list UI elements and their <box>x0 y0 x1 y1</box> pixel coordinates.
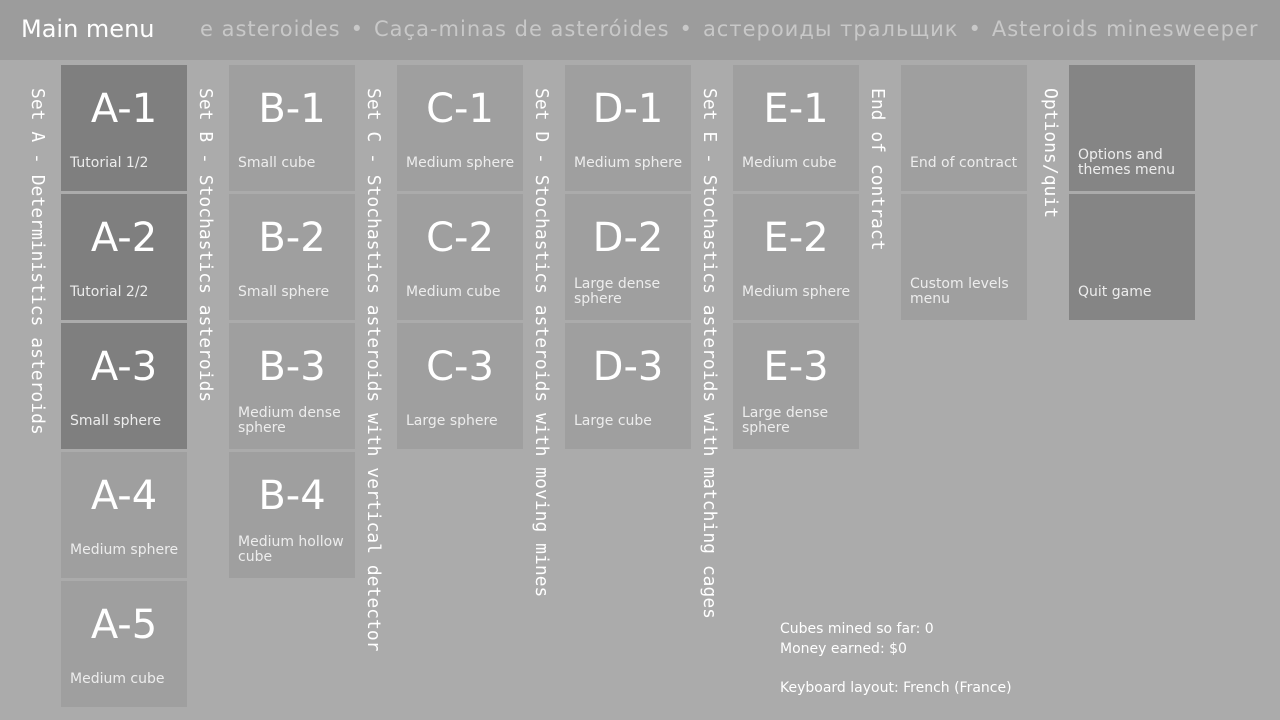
level-subtitle: Medium hollow cube <box>238 534 344 565</box>
level-subtitle: Medium sphere <box>70 541 179 558</box>
set-c-label: Set C - Stochastics asteroids with vertical detector <box>363 88 384 652</box>
level-a-3-button[interactable] <box>61 323 187 449</box>
level-subtitle: Medium cube <box>70 670 165 687</box>
level-subtitle: Small sphere <box>238 283 330 300</box>
level-d-3-button[interactable] <box>565 323 691 449</box>
menu-item-label: Options and themes menu <box>1078 147 1175 178</box>
set-b-label: Set B - Stochastics asteroids <box>195 88 216 403</box>
level-subtitle: Medium dense sphere <box>238 405 341 436</box>
end-of-contract-button[interactable] <box>901 65 1027 191</box>
level-d-1-button[interactable] <box>565 65 691 191</box>
level-subtitle: Medium sphere <box>742 283 851 300</box>
level-subtitle: Medium sphere <box>574 154 683 171</box>
money-earned-text: Money earned: $0 <box>780 641 907 657</box>
bullet-icon: • <box>679 17 693 41</box>
page-title: Main menu <box>21 15 155 43</box>
marquee-text-russian: астероиды тральщик <box>702 17 959 41</box>
level-subtitle: Large cube <box>574 412 652 429</box>
level-code: A-4 <box>90 473 158 519</box>
level-subtitle: Medium cube <box>742 154 837 171</box>
cubes-mined-text: Cubes mined so far: 0 <box>780 621 934 637</box>
keyboard-layout-text: Keyboard layout: French (France) <box>780 680 1012 696</box>
level-code: C-2 <box>426 215 494 261</box>
level-code: C-1 <box>426 86 494 132</box>
level-code: A-3 <box>90 344 158 390</box>
level-b-4-button[interactable] <box>229 452 355 578</box>
top-bar <box>0 0 1280 60</box>
level-code: D-3 <box>592 344 664 390</box>
level-subtitle: Tutorial 1/2 <box>70 154 149 171</box>
options-quit-label: Options/quit <box>1040 88 1061 219</box>
set-e-label: Set E - Stochastics asteroids with matching cages <box>699 88 720 620</box>
title-marquee <box>200 17 1258 41</box>
level-e-1-button[interactable] <box>733 65 859 191</box>
set-d-label: Set D - Stochastics asteroids with moving mines <box>531 88 552 598</box>
bullet-icon: • <box>350 17 364 41</box>
level-subtitle: Large dense sphere <box>742 405 829 436</box>
level-a-5-button[interactable] <box>61 581 187 707</box>
stats-panel <box>780 619 1012 698</box>
marquee-text-english: Asteroids minesweeper <box>991 17 1259 41</box>
level-b-2-button[interactable] <box>229 194 355 320</box>
level-code: E-1 <box>763 86 829 132</box>
options-themes-button[interactable] <box>1069 65 1195 191</box>
level-e-3-button[interactable] <box>733 323 859 449</box>
marquee-text-spanish: e asteroides <box>200 17 341 41</box>
level-code: C-3 <box>426 344 494 390</box>
set-a-label: Set A - Deterministics asteroids <box>27 88 48 435</box>
level-a-4-button[interactable] <box>61 452 187 578</box>
level-code: A-2 <box>90 215 158 261</box>
level-c-1-button[interactable] <box>397 65 523 191</box>
bullet-icon: • <box>968 17 982 41</box>
level-code: A-5 <box>90 602 158 648</box>
level-subtitle: Large sphere <box>406 412 498 429</box>
level-code: A-1 <box>90 86 158 132</box>
quit-game-button[interactable] <box>1069 194 1195 320</box>
level-code: E-3 <box>763 344 829 390</box>
level-a-2-button[interactable] <box>61 194 187 320</box>
level-subtitle: Small sphere <box>70 412 162 429</box>
end-of-contract-label: End of contract <box>867 88 888 251</box>
menu-item-label: Custom levels menu <box>910 276 1009 307</box>
level-code: E-2 <box>763 215 829 261</box>
level-code: B-2 <box>258 215 326 261</box>
level-code: D-1 <box>592 86 664 132</box>
level-subtitle: Large dense sphere <box>574 276 661 307</box>
level-subtitle: Medium cube <box>406 283 501 300</box>
marquee-text-portuguese: Caça-minas de asteróides <box>374 17 670 41</box>
level-subtitle: Medium sphere <box>406 154 515 171</box>
level-code: D-2 <box>592 215 664 261</box>
level-c-3-button[interactable] <box>397 323 523 449</box>
level-a-1-button[interactable] <box>61 65 187 191</box>
level-b-3-button[interactable] <box>229 323 355 449</box>
level-subtitle: Small cube <box>238 154 316 171</box>
level-d-2-button[interactable] <box>565 194 691 320</box>
level-e-2-button[interactable] <box>733 194 859 320</box>
level-subtitle: Tutorial 2/2 <box>70 283 149 300</box>
level-code: B-1 <box>258 86 326 132</box>
level-b-1-button[interactable] <box>229 65 355 191</box>
custom-levels-button[interactable] <box>901 194 1027 320</box>
level-c-2-button[interactable] <box>397 194 523 320</box>
menu-item-label: End of contract <box>910 154 1018 171</box>
menu-item-label: Quit game <box>1078 283 1152 300</box>
level-code: B-4 <box>258 473 326 519</box>
level-code: B-3 <box>258 344 326 390</box>
